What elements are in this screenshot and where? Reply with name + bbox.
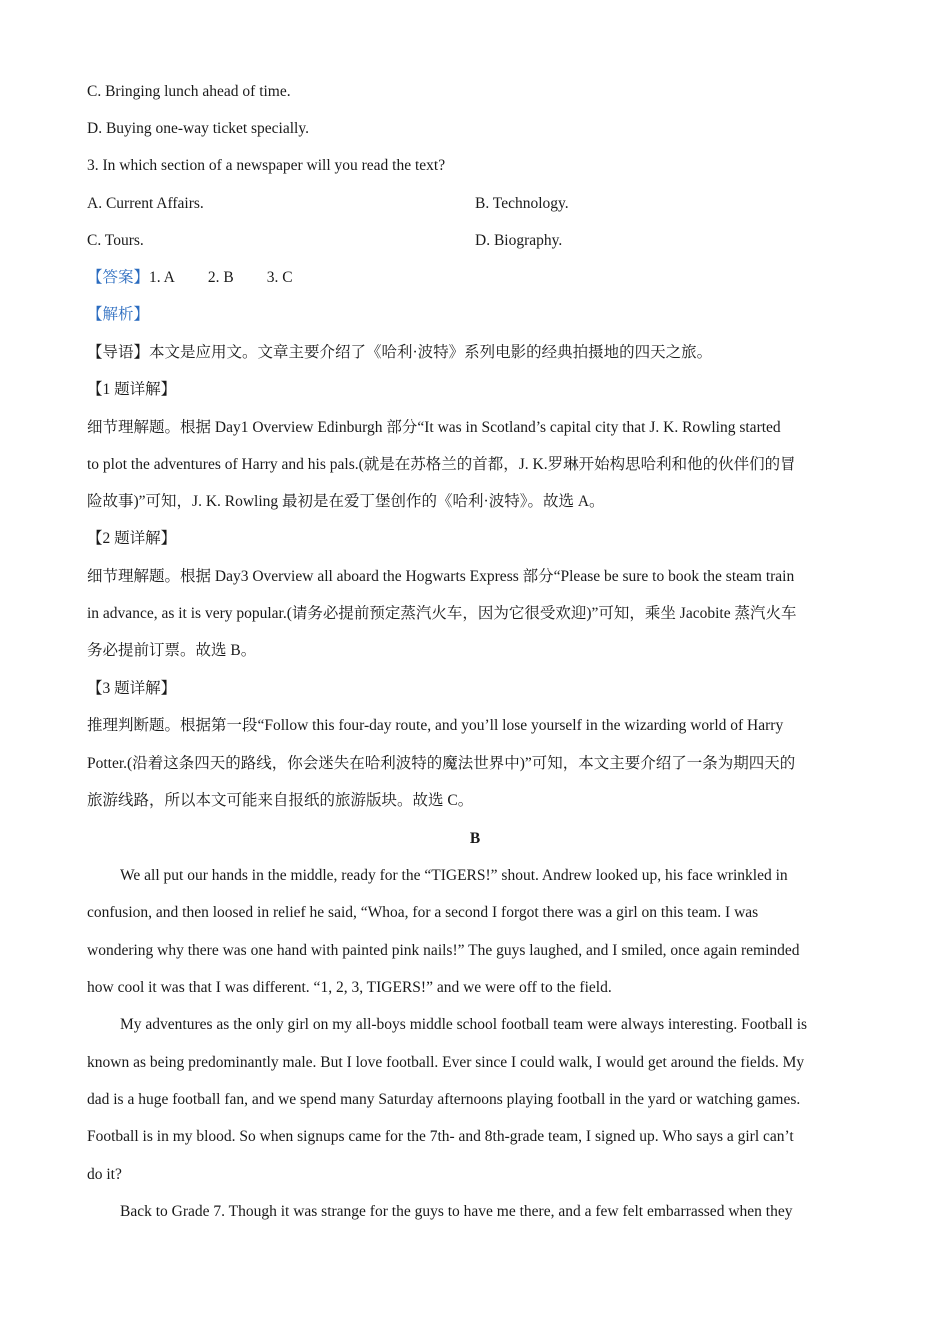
answer-line <box>87 267 872 289</box>
detail-2-title: 【2 题详解】 <box>87 530 177 547</box>
option-2d: D. Buying one-way ticket specially. <box>87 120 309 137</box>
detail-1-line: 细节理解题。根据 Day1 Overview Edinburgh 部分“It was in Scotland’s capital city that J. K. Rowling started <box>87 419 781 436</box>
passage-line: We all put our hands in the middle, ready for the “TIGERS!” shout. Andrew looked up, his face wrinkled in <box>120 867 788 884</box>
analysis-label: 【解析】 <box>87 306 150 323</box>
intro-text: 【导语】本文是应用文。文章主要介绍了《哈利·波特》系列电影的经典拍摄地的四天之旅。 <box>87 344 713 361</box>
detail-3-title: 【3 题详解】 <box>87 680 177 697</box>
detail-1-line: to plot the adventures of Harry and his pals.(就是在苏格兰的首都，J. K.罗琳开始构思哈利和他的伙伴们的冒 <box>87 456 796 473</box>
passage-line: Back to Grade 7. Though it was strange for the guys to have me there, and a few felt embarrassed when they <box>120 1203 793 1220</box>
passage-line: confusion, and then loosed in relief he said, “Whoa, for a second I forgot there was a girl on this team. I was <box>87 904 759 921</box>
option-2c: C. Bringing lunch ahead of time. <box>87 83 291 100</box>
passage-line: My adventures as the only girl on my all-boys middle school football team were always interesting. Football is <box>120 1016 808 1033</box>
detail-2-line: in advance, as it is very popular.(请务必提前预定蒸汽火车，因为它很受欢迎)”可知，乘坐 Jacobite 蒸汽火车 <box>87 605 797 622</box>
passage-line: Football is in my blood. So when signups came for the 7th- and 8th-grade team, I signed up. Who says a girl can’t <box>87 1128 794 1145</box>
answer-item: 1. A <box>149 269 175 286</box>
option-3a: A. Current Affairs. <box>87 195 204 212</box>
passage-line: how cool it was that I was different. “1, 2, 3, TIGERS!” and we were off to the field. <box>87 979 612 996</box>
detail-1-title: 【1 题详解】 <box>87 381 177 398</box>
option-3c: C. Tours. <box>87 232 144 249</box>
detail-3-line: Potter.(沿着这条四天的路线，你会迷失在哈利波特的魔法世界中)”可知，本文主要介绍了一条为期四天的 <box>87 755 796 772</box>
answer-item: 2. B <box>207 269 234 286</box>
detail-2-line: 细节理解题。根据 Day3 Overview all aboard the Hogwarts Express 部分“Please be sure to book the steam train <box>87 568 795 585</box>
option-3b: B. Technology. <box>475 195 569 212</box>
passage-line: dad is a huge football fan, and we spend many Saturday afternoons playing football in the yard or watching games. <box>87 1091 801 1108</box>
detail-1-line: 险故事)”可知，J. K. Rowling 最初是在爱丁堡创作的《哈利·波特》。故选 A。 <box>87 493 605 510</box>
question-3-stem: 3. In which section of a newspaper will you read the text? <box>87 157 446 174</box>
detail-3-line: 旅游线路，所以本文可能来自报纸的旅游版块。故选 C。 <box>87 792 474 809</box>
answer-item: 3. C <box>266 269 293 286</box>
option-3d: D. Biography. <box>475 232 563 249</box>
detail-3-line: 推理判断题。根据第一段“Follow this four-day route, and you’ll lose yourself in the wizarding world of Harry <box>87 717 784 734</box>
passage-line: wondering why there was one hand with painted pink nails!” The guys laughed, and I smiled, once again reminded <box>87 942 800 959</box>
passage-line: known as being predominantly male. But I love football. Ever since I could walk, I would get around the fields. My <box>87 1054 805 1071</box>
detail-2-line: 务必提前订票。故选 B。 <box>87 642 257 659</box>
passage-line: do it? <box>87 1166 122 1183</box>
answer-label: 【答案】 <box>87 269 150 286</box>
section-b-heading: B <box>469 830 481 847</box>
